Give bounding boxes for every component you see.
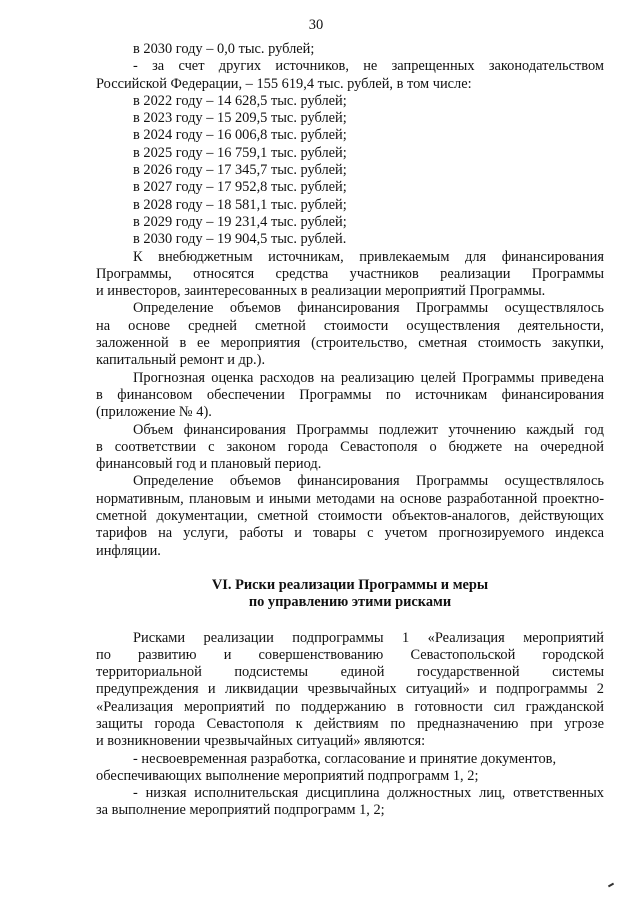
text-line: территориальной подсистемы единой государственной системы [96, 664, 604, 681]
text-line: Российской Федерации, – 155 619,4 тыс. рублей, в том числе: [96, 75, 472, 92]
text-line: Определение объемов финансирования Программы осуществлялось [133, 300, 604, 317]
text-line: Программы, относятся средства участников реализации Программы [96, 265, 604, 282]
text-line: - несвоевременная разработка, согласование и принятие документов, [133, 750, 557, 767]
text-line: - за счет других источников, не запрещенных законодательством [133, 58, 604, 75]
text-line: заложенной в ее мероприятия (строительство, сметная стоимость закупки, [96, 335, 604, 352]
text-line: «Реализация мероприятий по поддержанию в готовности сил гражданской [96, 698, 604, 715]
text-line: в 2026 году – 17 345,7 тыс. рублей; [133, 162, 347, 179]
text-line: по развитию и совершенствованию Севастопольской городской [96, 646, 604, 663]
text-line: на основе средней сметной стоимости осуществления деятельности, [96, 317, 604, 334]
text-line: в 2030 году – 0,0 тыс. рублей; [133, 41, 315, 57]
text-line: в 2030 году – 19 904,5 тыс. рублей. [133, 231, 347, 248]
scan-artifact-mark [608, 883, 614, 888]
risks-text-block [96, 630, 604, 820]
text-line: в 2023 году – 15 209,5 тыс. рублей; [133, 110, 347, 127]
text-line: в 2027 году – 17 952,8 тыс. рублей; [133, 179, 347, 196]
text-line: в 2029 году – 19 231,4 тыс. рублей; [133, 213, 347, 230]
text-line: Объем финансирования Программы подлежит уточнению каждый год [133, 421, 604, 438]
text-line: Рисками реализации подпрограммы 1 «Реализация мероприятий [133, 629, 604, 646]
text-line: за выполнение мероприятий подпрограмм 1, 2; [96, 802, 385, 819]
text-line: в финансовом обеспечении Программы по источникам финансирования [96, 386, 604, 403]
text-line: сметной документации, сметной стоимости объектов-аналогов, действующих [96, 508, 604, 525]
text-line: К внебюджетным источникам, привлекаемым для финансирования [133, 248, 604, 265]
text-line: в соответствии с законом города Севастополя о бюджете на очередной [96, 438, 604, 455]
financing-text-block [96, 41, 604, 560]
text-line: и возникновении чрезвычайных ситуаций» являются: [96, 733, 426, 750]
page-number: 30 [308, 17, 324, 33]
text-line: в 2024 году – 16 006,8 тыс. рублей; [133, 127, 347, 144]
text-line: (приложение № 4). [96, 404, 212, 421]
text-line: предупреждения и ликвидации чрезвычайных ситуаций» и подпрограммы 2 [96, 681, 604, 698]
text-line: капитальный ремонт и др.). [96, 352, 266, 369]
text-line: в 2022 году – 14 628,5 тыс. рублей; [133, 92, 347, 109]
text-line: тарифов на услуги, работы и товары с учетом прогнозируемого индекса [96, 525, 604, 542]
section-heading-line-2: по управлению этими рисками [248, 594, 452, 611]
text-line: защиты города Севастополя к действиям по предназначению при угрозе [96, 715, 604, 732]
text-line: нормативным, плановым и иными методами на основе разработанной проектно- [96, 490, 604, 507]
text-line: в 2025 году – 16 759,1 тыс. рублей; [133, 144, 347, 161]
text-line: финансовый год и плановый период. [96, 456, 322, 473]
text-line: и инвесторов, заинтересованных в реализации мероприятий Программы. [96, 283, 546, 300]
text-line: инфляции. [96, 542, 161, 559]
text-line: Определение объемов финансирования Программы осуществлялось [133, 473, 604, 490]
text-line: обеспечивающих выполнение мероприятий подпрограмм 1, 2; [96, 767, 479, 784]
text-line: - низкая исполнительская дисциплина должностных лиц, ответственных [133, 785, 604, 802]
document-body [96, 41, 604, 820]
text-line: в 2028 году – 18 581,1 тыс. рублей; [133, 196, 347, 213]
section-heading-line-1: VI. Риски реализации Программы и меры [211, 576, 489, 593]
text-line: Прогнозная оценка расходов на реализацию целей Программы приведена [133, 369, 604, 386]
